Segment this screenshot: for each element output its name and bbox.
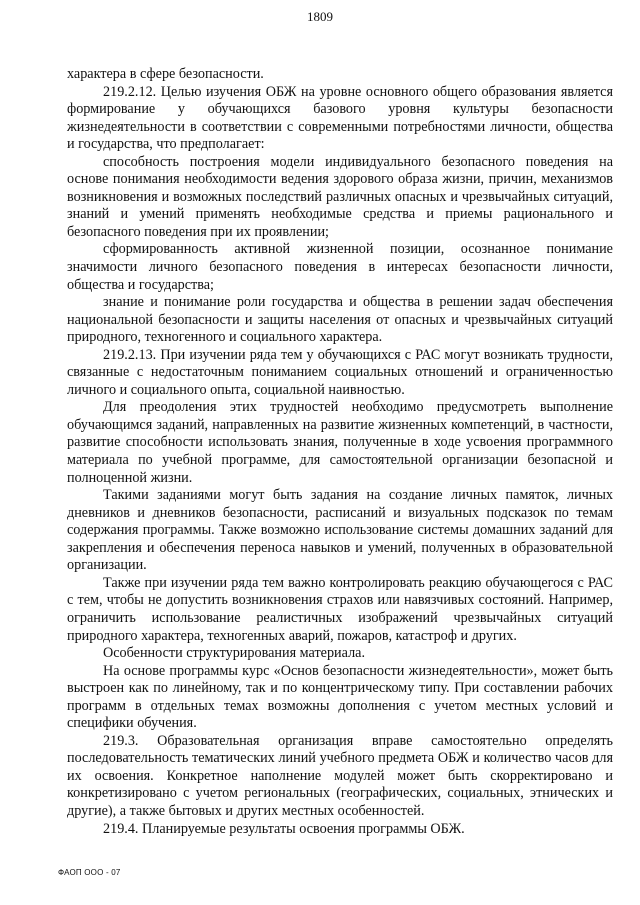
paragraph-219-2-13: 219.2.13. При изучении ряда тем у обучающихся с РАС могут возникать трудности, связанные с недостаточным пониманием социальных отношений и ограниченностью личного и социального опыта, социальной наивностью. [67, 346, 613, 398]
paragraph: Для преодоления этих трудностей необходимо предусмотреть выполнение обучающимся заданий, направленных на развитие жизненных компетенций, в частности, развитие способности использовать знания, полученные в ходе усвоения программного материала по учебной программе, для самостоятельной организации безопасной и полноценной жизни. [67, 399, 613, 486]
paragraph-list-item: способность построения модели индивидуального безопасного поведения на основе понимания необходимости ведения здорового образа жизни, причин, механизмов возникновения и возможных последствий различных опасных и чрезвычайных ситуаций, знаний и умений применять необходимые средства и приемы рационального и безопасного поведения при их проявлении; [67, 153, 613, 240]
document-body [67, 66, 613, 838]
page-number: 1809 [307, 9, 333, 24]
paragraph-219-4: 219.4. Планируемые результаты освоения программы ОБЖ. [103, 820, 465, 837]
paragraph: Также при изучении ряда тем важно контролировать реакцию обучающегося с РАС с тем, чтобы не допустить возникновения страхов или навязчивых состояний. Например, ограничить использование реалистичных изображений чрезвычайных ситуаций природного характера, техногенных аварий, пожаров, катастроф и других. [67, 574, 613, 644]
paragraph: На основе программы курс «Основ безопасности жизнедеятельности», может быть выстроен как по линейному, так и по концентрическому типу. При составлении рабочих программ в отдельных темах возможны дополнения с учетом местных условий и специфики обучения. [67, 662, 613, 732]
paragraph: Особенности структурирования материала. [103, 645, 365, 662]
paragraph-list-item: знание и понимание роли государства и общества в решении задач обеспечения национальной безопасности и защиты населения от опасных и чрезвычайных ситуаций природного, техногенного и социального характера. [67, 294, 613, 346]
paragraph: Такими заданиями могут быть задания на создание личных памяток, личных дневников и дневников безопасности, расписаний и визуальных подсказок по темам содержания программы. Также возможно использование системы домашних заданий для закрепления и обеспечения переноса навыков и умений, полученных в образовательной организации. [67, 487, 613, 574]
paragraph-219-2-12: 219.2.12. Целью изучения ОБЖ на уровне основного общего образования является формирование у обучающихся базового уровня культуры безопасности жизнедеятельности в соответствии с современными потребностями личности, общества и государства, что предполагает: [67, 83, 613, 153]
paragraph-219-3: 219.3. Образовательная организация вправе самостоятельно определять последовательность тематических линий учебного предмета ОБЖ и количество часов для их освоения. Конкретное наполнение модулей может быть скорректировано и конкретизировано с учетом региональных (географических, социальных, этнических и другие), а также бытовых и других местных особенностей. [67, 732, 613, 819]
paragraph-continuation: характера в сфере безопасности. [67, 66, 264, 82]
page-footer: ФАОП ООО - 07 [58, 868, 121, 877]
paragraph-list-item: сформированность активной жизненной позиции, осознанное понимание значимости личного безопасного поведения в интересах безопасности личности, общества и государства; [67, 241, 613, 293]
